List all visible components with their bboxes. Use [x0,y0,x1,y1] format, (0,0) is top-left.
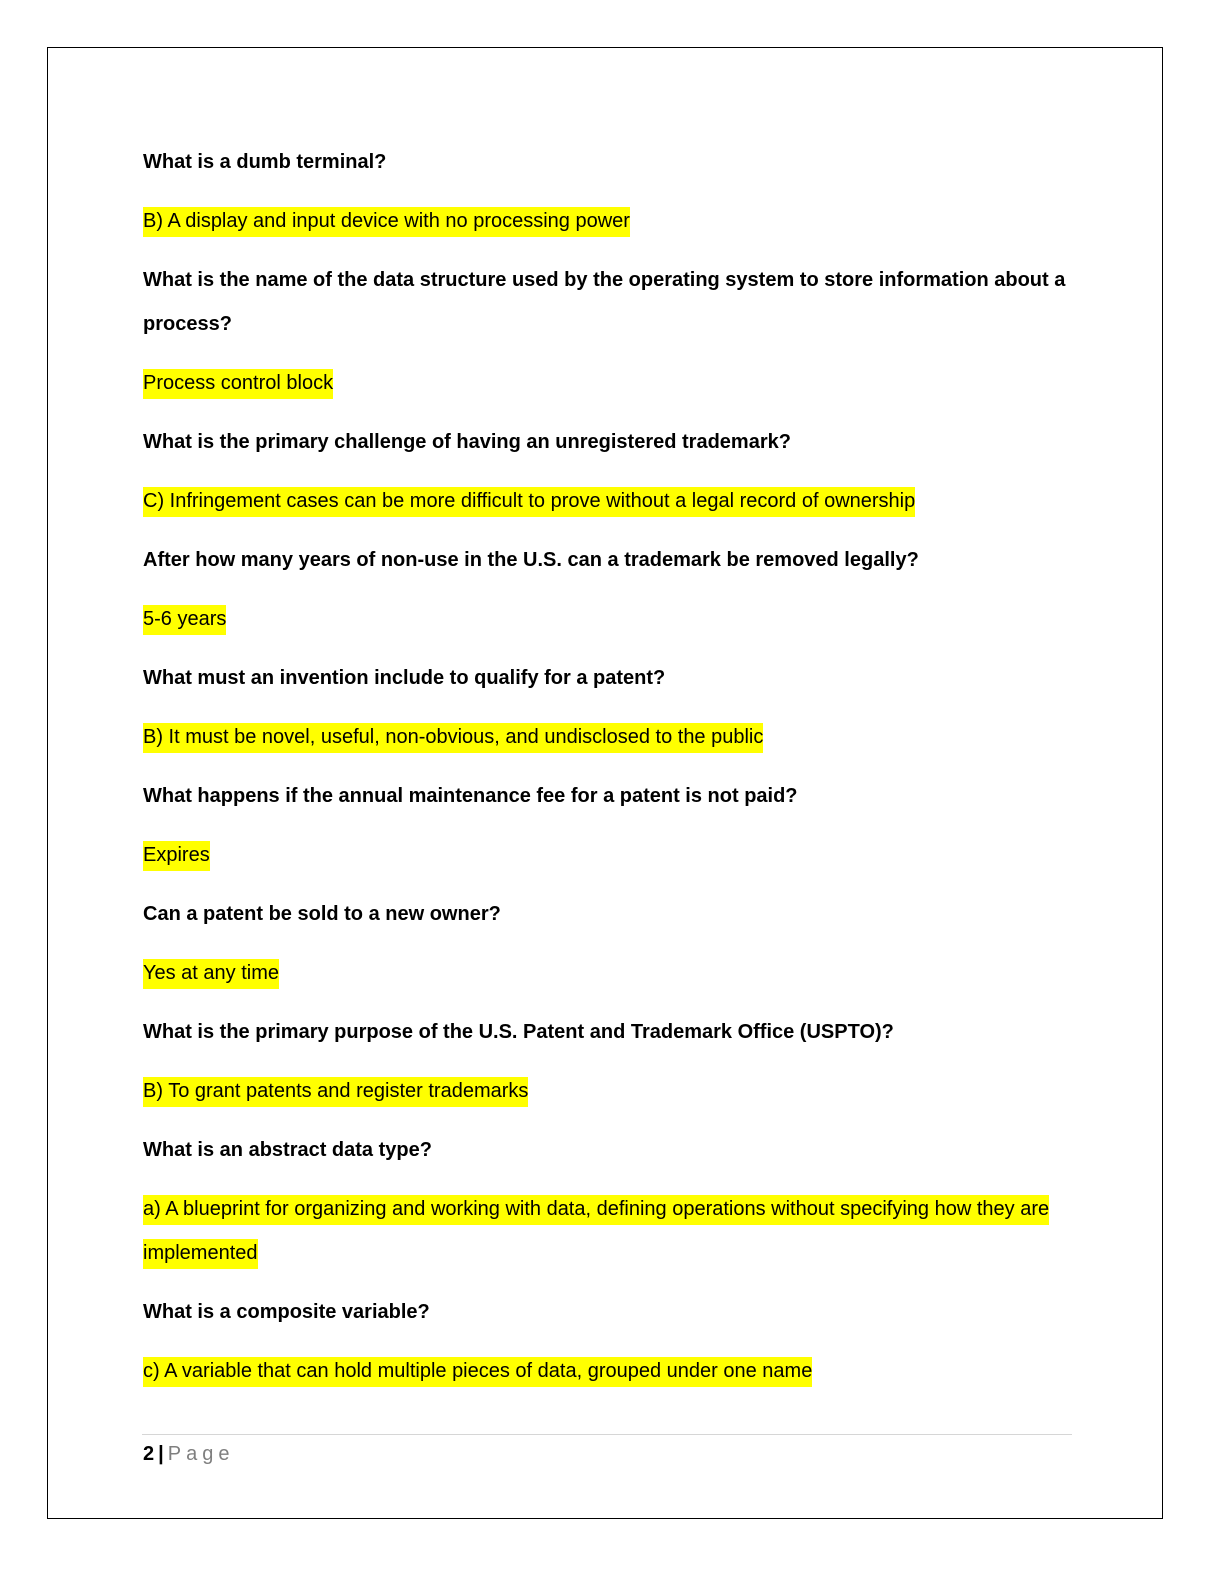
highlighted-answer: c) A variable that can hold multiple pieces of data, grouped under one name [143,1357,812,1387]
footer-divider [142,1434,1072,1435]
qa-item [143,774,1083,877]
question-text: What is the primary challenge of having an unregistered trademark? [143,431,791,453]
document-body [143,140,1083,1408]
highlighted-answer: C) Infringement cases can be more difficult to prove without a legal record of ownership [143,487,915,517]
question-text: Can a patent be sold to a new owner? [143,903,501,925]
highlighted-answer: B) It must be novel, useful, non-obvious, and undisclosed to the public [143,723,763,753]
qa-item [143,538,1083,641]
answer-text [143,1069,1083,1113]
highlighted-answer: Yes at any time [143,959,279,989]
question-text: What is a composite variable? [143,1301,430,1323]
footer-separator: | [158,1443,164,1465]
answer-text [143,1349,1083,1393]
qa-item [143,892,1083,995]
page-number: 2 [143,1443,155,1465]
answer-text [143,951,1083,995]
answer-text [143,479,1083,523]
answer-text [143,597,1083,641]
highlighted-answer: B) To grant patents and register trademarks [143,1077,528,1107]
answer-text [143,833,1083,877]
question-text: What must an invention include to qualify for a patent? [143,667,666,689]
highlighted-answer: Expires [143,841,210,871]
page-footer [143,1440,234,1468]
question-text: What is the name of the data structure used by the operating system to store information about a process? [143,269,1066,335]
question-text: What is an abstract data type? [143,1139,432,1161]
qa-item [143,1010,1083,1113]
page-label: Page [167,1443,235,1465]
question-text: What happens if the annual maintenance fee for a patent is not paid? [143,785,798,807]
answer-text [143,361,1083,405]
highlighted-answer: a) A blueprint for organizing and working with data, defining operations without specifying how they are implemented [143,1195,1049,1269]
question-text: What is the primary purpose of the U.S. Patent and Trademark Office (USPTO)? [143,1021,894,1043]
answer-text [143,199,1083,243]
qa-item [143,140,1083,243]
answer-text [143,715,1083,759]
highlighted-answer: 5-6 years [143,605,226,635]
qa-item [143,656,1083,759]
qa-item [143,420,1083,523]
qa-item [143,1128,1083,1275]
highlighted-answer: Process control block [143,369,333,399]
qa-item [143,258,1083,405]
answer-text [143,1187,1083,1275]
qa-item [143,1290,1083,1393]
question-text: After how many years of non-use in the U.S. can a trademark be removed legally? [143,549,919,571]
highlighted-answer: B) A display and input device with no processing power [143,207,630,237]
question-text: What is a dumb terminal? [143,151,387,173]
